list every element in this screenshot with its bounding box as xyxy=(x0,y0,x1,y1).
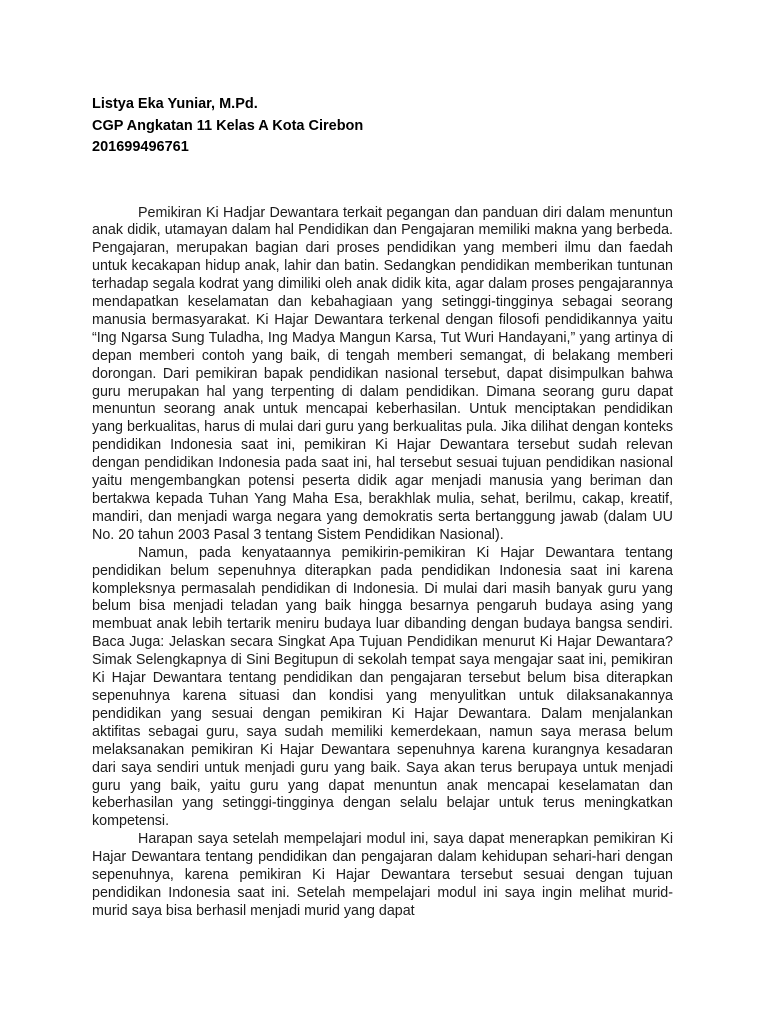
body-paragraph-1: Pemikiran Ki Hadjar Dewantara terkait pegangan dan panduan diri dalam menuntun anak didik, utamayan dalam hal Pendidikan dan Pengajaran memiliki makna yang berbeda. Pengajaran, merupakan bagian dari proses pendidikan yang memberi ilmu dan faedah untuk kecakapan hidup anak, lahir dan batin. Sedangkan pendidikan memberikan tuntunan terhadap segala kodrat yang dimiliki oleh anak didik kita, agar dalam proses pengajarannya mendapatkan keselamatan dan kebahagiaan yang setinggi-tingginya sebagai seorang manusia bermasyarakat. Ki Hajar Dewantara terkenal dengan filosofi pendidikannya yaitu “Ing Ngarsa Sung Tuladha, Ing Madya Mangun Karsa, Tut Wuri Handayani,” yang artinya di depan memberi contoh yang baik, di tengah memberi semangat, di belakang memberi dorongan. Dari pemikiran bapak pendidikan nasional tersebut, dapat disimpulkan bahwa guru merupakan hal yang terpenting di dalam pendidikan. Dimana seorang guru dapat menuntun seorang anak untuk mencapai keberhasilan. Untuk menciptakan pendidikan yang berkualitas, harus di mulai dari guru yang berkualitas pula. Jika dilihat dengan konteks pendidikan Indonesia saat ini, pemikiran Ki Hajar Dewantara tersebut sudah relevan dengan pendidikan Indonesia pada saat ini, hal tersebut sesuai tujuan pendidikan nasional yaitu mengembangkan potensi peserta didik agar menjadi manusia yang beriman dan bertakwa kepada Tuhan Yang Maha Esa, berakhlak mulia, sehat, berilmu, cakap, kreatif, mandiri, dan menjadi warga negara yang demokratis serta bertanggung jawab (dalam UU No. 20 tahun 2003 Pasal 3 tentang Sistem Pendidikan Nasional). xyxy=(92,204,673,543)
author-header xyxy=(92,94,673,159)
author-name: Listya Eka Yuniar, M.Pd. xyxy=(92,96,258,112)
author-cohort: CGP Angkatan 11 Kelas A Kota Cirebon xyxy=(92,117,364,134)
body-paragraph-2: Namun, pada kenyataannya pemikirin-pemikiran Ki Hajar Dewantara tentang pendidikan belum sepenuhnya diterapkan pada pendidikan Indonesia saat ini karena kompleksnya permasalah pendidikan di Indonesia. Di mulai dari masih banyak guru yang belum bisa menjadi teladan yang baik hingga besarnya pengaruh budaya asing yang membuat anak lebih tertarik meniru budaya luar dibanding dengan budaya bangsa sendiri. Baca Juga: Jelaskan secara Singkat Apa Tujuan Pendidikan menurut Ki Hajar Dewantara? Simak Selengkapnya di Sini Begitupun di sekolah tempat saya mengajar saat ini, pemikiran Ki Hajar Dewantara tentang pendidikan dan pengajaran tersebut belum bisa diterapkan sepenuhnya karena situasi dan kondisi yang menyulitkan untuk dilaksanakannya pendidikan yang sesuai dengan pemikiran Ki Hajar Dewantara. Dalam menjalankan aktifitas sebagai guru, saya sudah memiliki kemerdekaan, namun saya merasa belum melaksanakan pemikiran Ki Hajar Dewantara sepenuhnya karena kurangnya kesadaran dari saya sendiri untuk menjadi guru yang baik. Saya akan terus berupaya untuk menjadi guru yang baik, yaitu guru yang dapat menuntun anak mencapai keselamatan dan keberhasilan yang setinggi-tingginya dengan selalu belajar untuk terus meningkatkan kompetensi. xyxy=(92,544,673,830)
document-body xyxy=(92,205,673,921)
author-id-number: 201699496761 xyxy=(92,139,189,155)
body-paragraph-3: Harapan saya setelah mempelajari modul ini, saya dapat menerapkan pemikiran Ki Hajar Dewantara tentang pendidikan dan pengajaran dalam kehidupan sehari-hari dengan sepenuhnya, karena pemikiran Ki Hajar Dewantara tersebut sesuai dengan tujuan pendidikan Indonesia saat ini. Setelah mempelajari modul ini saya ingin melihat murid-murid saya bisa berhasil menjadi murid yang dapat xyxy=(92,831,673,919)
